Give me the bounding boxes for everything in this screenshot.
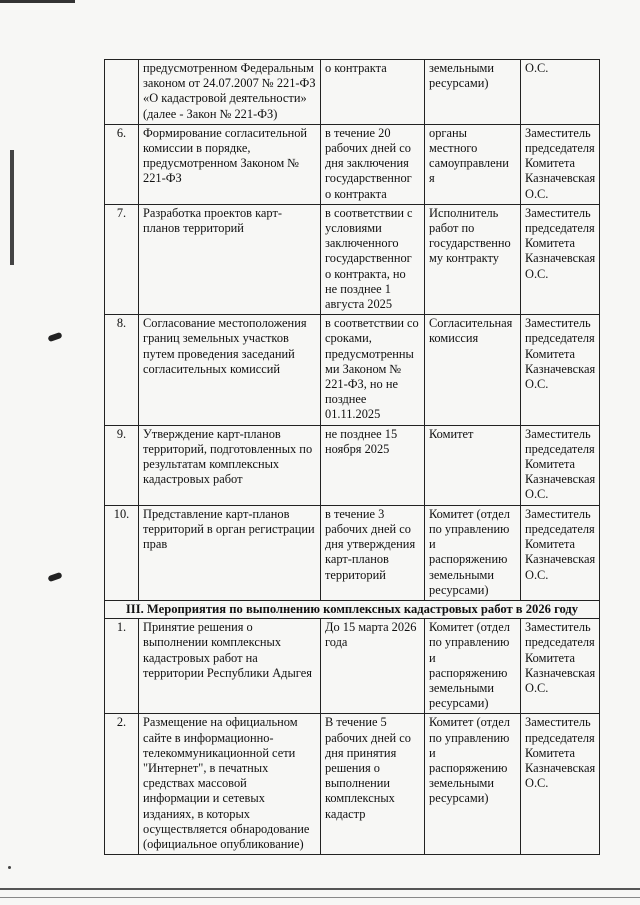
row-number: 6. [105, 124, 139, 204]
row-number: 7. [105, 204, 139, 314]
plan-table [104, 59, 600, 855]
responsible-cell: Заместитель председателя Комитета Казначевская О.С. [521, 204, 600, 314]
binder-hole-mark [47, 332, 62, 342]
table-row [105, 315, 600, 425]
table-body-top [105, 60, 600, 601]
responsible-cell: Заместитель председателя Комитета Казначевская О.С. [521, 124, 600, 204]
responsible-cell: Заместитель председателя Комитета Казначевская О.С. [521, 714, 600, 855]
table-row [105, 60, 600, 125]
executor-cell: Комитет (отдел по управлению и распоряжению земельными ресурсами) [425, 505, 521, 600]
task-cell: Разработка проектов карт-планов территорий [139, 204, 321, 314]
row-number [105, 60, 139, 125]
responsible-cell: Заместитель председателя Комитета Казначевская О.С. [521, 619, 600, 714]
table-row [105, 204, 600, 314]
term-cell: в течение 20 рабочих дней со дня заключения государственног о контракта [321, 124, 425, 204]
executor-cell: Комитет [425, 425, 521, 505]
executor-cell: Комитет (отдел по управлению и распоряжению земельными ресурсами) [425, 714, 521, 855]
row-number: 10. [105, 505, 139, 600]
responsible-cell: Заместитель председателя Комитета Казначевская О.С. [521, 425, 600, 505]
executor-cell: Согласительная комиссия [425, 315, 521, 425]
task-cell: Размещение на официальном сайте в информационно-телекоммуникационной сети "Интернет", в печатных средствах массовой информации и сетевых изданиях, в которых осуществляется обнародование (официальное опубликование) [139, 714, 321, 855]
binder-hole-mark [47, 572, 62, 582]
scan-top-line [0, 0, 75, 3]
row-number: 2. [105, 714, 139, 855]
task-cell: Принятие решения о выполнении комплексных кадастровых работ на территории Республики Адыгея [139, 619, 321, 714]
term-cell: в соответствии с условиями заключенного государственног о контракта, но не позднее 1 августа 2025 [321, 204, 425, 314]
executor-cell: Исполнитель работ по государственно му контракту [425, 204, 521, 314]
table-row [105, 124, 600, 204]
term-cell: До 15 марта 2026 года [321, 619, 425, 714]
term-cell: о контракта [321, 60, 425, 125]
row-number: 1. [105, 619, 139, 714]
scan-dot [8, 866, 11, 869]
row-number: 9. [105, 425, 139, 505]
table-row [105, 714, 600, 855]
responsible-cell: Заместитель председателя Комитета Казначевская О.С. [521, 505, 600, 600]
scan-edge-mark [10, 150, 14, 265]
task-cell: Представление карт-планов территорий в орган регистрации прав [139, 505, 321, 600]
executor-cell: Комитет (отдел по управлению и распоряжению земельными ресурсами) [425, 619, 521, 714]
row-number: 8. [105, 315, 139, 425]
section-title: III. Мероприятия по выполнению комплексных кадастровых работ в 2026 году [105, 600, 600, 618]
task-cell: Согласование местоположения границ земельных участков путем проведения заседаний согласительных комиссий [139, 315, 321, 425]
task-cell: Утверждение карт-планов территорий, подготовленных по результатам комплексных кадастровых работ [139, 425, 321, 505]
task-cell: предусмотренном Федеральным законом от 24.07.2007 № 221-ФЗ «О кадастровой деятельности» (далее - Закон № 221-ФЗ) [139, 60, 321, 125]
table-row [105, 505, 600, 600]
table-row [105, 619, 600, 714]
term-cell: не позднее 15 ноября 2025 [321, 425, 425, 505]
term-cell: в течение 3 рабочих дней со дня утверждения карт-планов территорий [321, 505, 425, 600]
scan-bottom-line [0, 888, 640, 890]
scan-bottom-line [0, 897, 640, 898]
term-cell: В течение 5 рабочих дней со дня принятия решения о выполнении комплексных кадастр [321, 714, 425, 855]
table-section [105, 600, 600, 618]
responsible-cell: Заместитель председателя Комитета Казначевская О.С. [521, 315, 600, 425]
executor-cell: земельными ресурсами) [425, 60, 521, 125]
table-body-bottom [105, 619, 600, 855]
table-row [105, 425, 600, 505]
task-cell: Формирование согласительной комиссии в порядке, предусмотренном Законом № 221-ФЗ [139, 124, 321, 204]
responsible-cell: О.С. [521, 60, 600, 125]
executor-cell: органы местного самоуправлени я [425, 124, 521, 204]
section-row [105, 600, 600, 618]
term-cell: в соответствии со сроками, предусмотренны ми Законом № 221-ФЗ, но не позднее 01.11.2025 [321, 315, 425, 425]
